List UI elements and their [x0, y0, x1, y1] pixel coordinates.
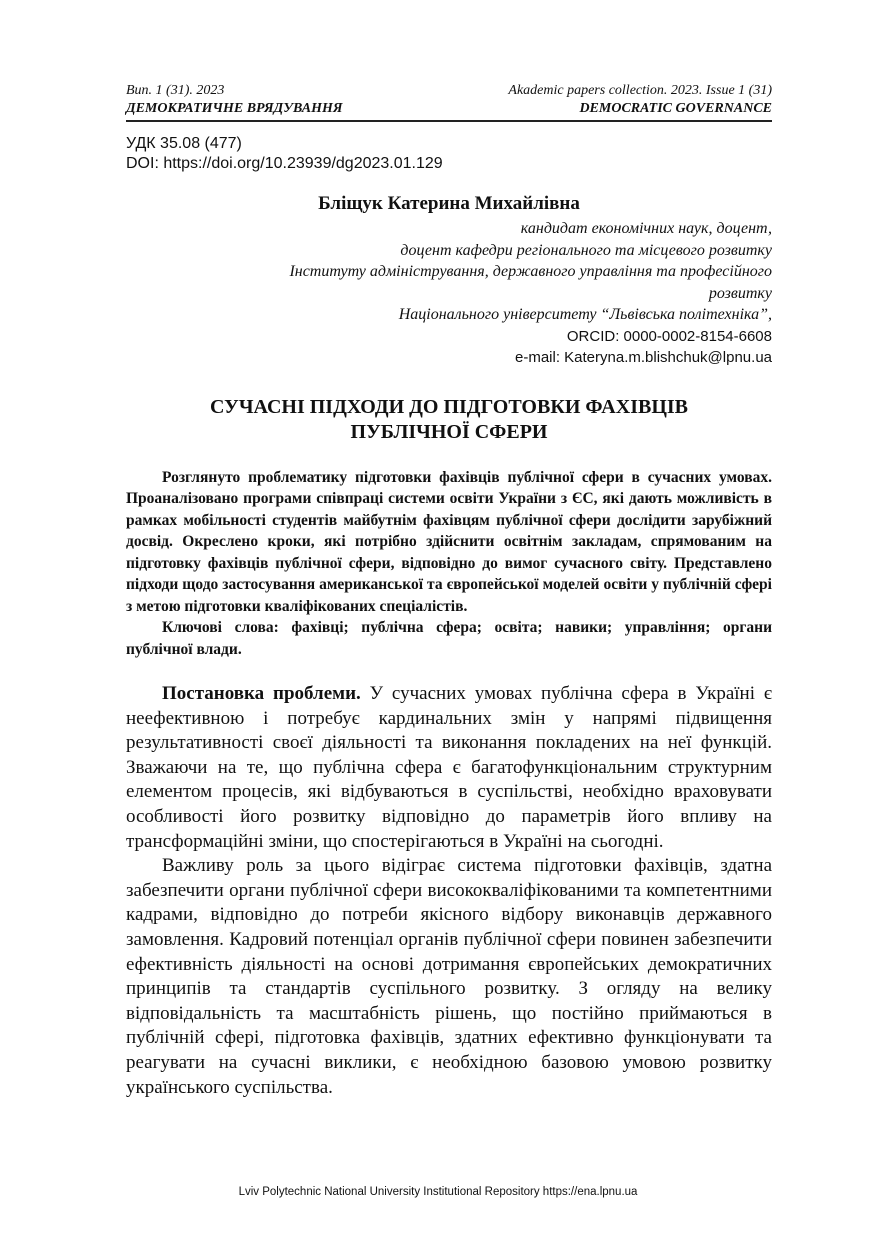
aff-line: доцент кафедри регіонального та місцевого розвитку — [400, 241, 772, 259]
article-title — [126, 395, 772, 445]
header-issue-ua: Вип. 1 (31). 2023 — [126, 83, 225, 98]
paragraph-1-text: У сучасних умовах публічна сфера в Україні є неефективною і потребує кардинальних змін у напрямі підвищення результативності своєї діяльності та виконання покладених на неї функцій. Зважаючи на те, що публічна сфера є багатофункціональним структурним елементом процесів, які відбуваються в суспільстві, необхідно враховувати особливості його розвитку відповідно до параметрів його впливу на трансформаційні зміни, що спостерігаються в Україні на сьогодні. — [126, 683, 772, 852]
header-right — [508, 82, 772, 118]
abstract — [126, 467, 772, 661]
paragraph-2: Важливу роль за цього відіграє система підготовки фахівців, здатна забезпечити органи публічної сфери висококваліфікованими та компетентними кадрами, відповідно до потреби якісного відбору виконавців державного замовлення. Кадровий потенціал органів публічної сфери повинен забезпечити ефективність діяльності на основі дотримання європейських демократичних принципів та стандартів суспільного розвитку. З огляду на велику відповідальність та масштабність рішень, що постійно приймаються в публічній сфері, підготовка фахівців, здатних ефективно функціонувати та реагувати на сучасні виклики, є необхідною базовою умовою розвитку українського суспільства. — [126, 855, 772, 1098]
author-email[interactable]: e-mail: Kateryna.m.blishchuk@lpnu.ua — [514, 349, 772, 366]
aff-line: кандидат економічних наук, доцент, — [520, 220, 772, 237]
header-journal-en: DEMOCRATIC GOVERNANCE — [579, 101, 772, 116]
header-issue-en: Akademic papers collection. 2023. Issue 1 (31) — [508, 83, 772, 98]
header-left — [126, 82, 343, 118]
author-affiliation — [126, 218, 772, 369]
title-line-2: ПУБЛІЧНОЇ СФЕРИ — [350, 420, 548, 443]
running-header — [126, 82, 772, 118]
article-body — [126, 682, 772, 1100]
orcid[interactable]: ORCID: 0000-0002-8154-6608 — [566, 327, 772, 345]
article-meta — [126, 134, 772, 174]
header-journal-ua: ДЕМОКРАТИЧНЕ ВРЯДУВАННЯ — [126, 101, 343, 116]
aff-line: Інституту адміністрування, державного управління та професійного — [289, 263, 772, 280]
abstract-text: Розглянуто проблематику підготовки фахівців публічної сфери в сучасних умовах. Проаналізовано програми співпраці системи освіти України з ЄС, які дають можливість в рамках мобільності студентів майбутнім фахівцям публічної сфери дослідити зарубіжний досвід. Окреслено кроки, які потрібно здійснити освітнім закладам, спрямованим на підготовку фахівців публічної сфери, відповідно до вимог сучасного світу. Представлено підходи щодо застосування американської та європейської моделей освіти у публічній сфері з метою підготовки кваліфікованих спеціалістів. — [126, 468, 772, 615]
paragraph-1 — [126, 682, 772, 854]
keywords: Ключові слова: фахівці; публічна сфера; освіта; навики; управління; органи публічної влади. — [126, 619, 772, 658]
article-page — [126, 82, 772, 1100]
header-divider — [126, 120, 772, 122]
repository-footer: Lviv Polytechnic National University Institutional Repository https://ena.lpnu.ua — [238, 1186, 638, 1198]
doi-link[interactable]: DOI: https://doi.org/10.23939/dg2023.01.129 — [126, 155, 443, 172]
aff-line: розвитку — [708, 284, 772, 302]
section-heading: Постановка проблеми. — [162, 683, 361, 704]
title-line-1: СУЧАСНІ ПІДХОДИ ДО ПІДГОТОВКИ ФАХІВЦІВ — [209, 395, 688, 418]
udc-code: УДК 35.08 (477) — [126, 135, 242, 152]
author-name: Бліщук Катерина Михайлівна — [318, 193, 580, 214]
aff-line: Національного університету “Львівська політехніка”, — [398, 306, 772, 323]
